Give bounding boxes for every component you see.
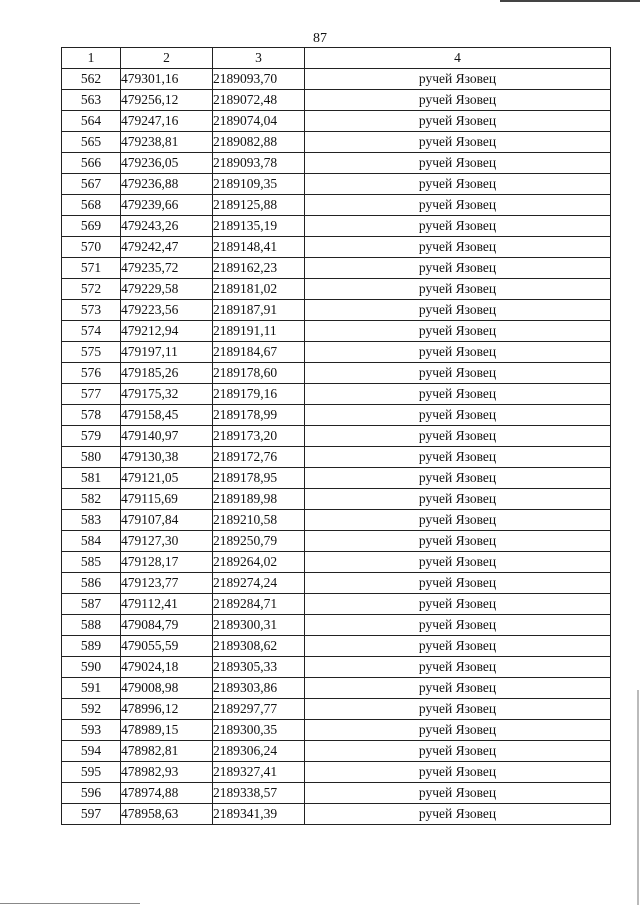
table-row [62, 90, 611, 111]
description-cell: ручей Язовец [305, 636, 611, 657]
y-coordinate-cell: 2189274,24 [213, 573, 305, 594]
table-row [62, 657, 611, 678]
description-cell: ручей Язовец [305, 321, 611, 342]
point-number-cell: 596 [62, 783, 121, 804]
description-cell: ручей Язовец [305, 69, 611, 90]
table-row [62, 510, 611, 531]
description-cell: ручей Язовец [305, 258, 611, 279]
y-coordinate-cell: 2189184,67 [213, 342, 305, 363]
y-coordinate-cell: 2189300,35 [213, 720, 305, 741]
table-row [62, 552, 611, 573]
description-cell: ручей Язовец [305, 363, 611, 384]
y-coordinate-cell: 2189148,41 [213, 237, 305, 258]
point-number-cell: 580 [62, 447, 121, 468]
table-row [62, 720, 611, 741]
x-coordinate-cell: 479301,16 [121, 69, 213, 90]
table-row [62, 636, 611, 657]
table-row [62, 342, 611, 363]
table-row [62, 405, 611, 426]
point-number-cell: 565 [62, 132, 121, 153]
y-coordinate-cell: 2189173,20 [213, 426, 305, 447]
y-coordinate-cell: 2189250,79 [213, 531, 305, 552]
y-coordinate-cell: 2189305,33 [213, 657, 305, 678]
description-cell: ручей Язовец [305, 720, 611, 741]
point-number-cell: 583 [62, 510, 121, 531]
description-cell: ручей Язовец [305, 762, 611, 783]
x-coordinate-cell: 479212,94 [121, 321, 213, 342]
description-cell: ручей Язовец [305, 552, 611, 573]
x-coordinate-cell: 478974,88 [121, 783, 213, 804]
x-coordinate-cell: 479128,17 [121, 552, 213, 573]
point-number-cell: 592 [62, 699, 121, 720]
x-coordinate-cell: 479140,97 [121, 426, 213, 447]
column-header-x: 2 [121, 48, 213, 69]
table-header-row [62, 48, 611, 69]
y-coordinate-cell: 2189264,02 [213, 552, 305, 573]
y-coordinate-cell: 2189327,41 [213, 762, 305, 783]
x-coordinate-cell: 479055,59 [121, 636, 213, 657]
table-row [62, 678, 611, 699]
point-number-cell: 584 [62, 531, 121, 552]
x-coordinate-cell: 478989,15 [121, 720, 213, 741]
description-cell: ручей Язовец [305, 657, 611, 678]
point-number-cell: 591 [62, 678, 121, 699]
point-number-cell: 585 [62, 552, 121, 573]
x-coordinate-cell: 479197,11 [121, 342, 213, 363]
point-number-cell: 575 [62, 342, 121, 363]
x-coordinate-cell: 479242,47 [121, 237, 213, 258]
x-coordinate-cell: 479130,38 [121, 447, 213, 468]
table-row [62, 426, 611, 447]
table-row [62, 468, 611, 489]
x-coordinate-cell: 478982,81 [121, 741, 213, 762]
point-number-cell: 586 [62, 573, 121, 594]
y-coordinate-cell: 2189178,99 [213, 405, 305, 426]
description-cell: ручей Язовец [305, 699, 611, 720]
x-coordinate-cell: 479223,56 [121, 300, 213, 321]
description-cell: ручей Язовец [305, 342, 611, 363]
point-number-cell: 562 [62, 69, 121, 90]
description-cell: ручей Язовец [305, 594, 611, 615]
y-coordinate-cell: 2189284,71 [213, 594, 305, 615]
scan-artifact-right-edge [637, 690, 639, 905]
point-number-cell: 568 [62, 195, 121, 216]
table-row [62, 321, 611, 342]
x-coordinate-cell: 479123,77 [121, 573, 213, 594]
scan-artifact-top-right [500, 0, 640, 2]
description-cell: ручей Язовец [305, 489, 611, 510]
x-coordinate-cell: 478996,12 [121, 699, 213, 720]
x-coordinate-cell: 479084,79 [121, 615, 213, 636]
x-coordinate-cell: 478958,63 [121, 804, 213, 825]
y-coordinate-cell: 2189303,86 [213, 678, 305, 699]
description-cell: ручей Язовец [305, 174, 611, 195]
point-number-cell: 577 [62, 384, 121, 405]
description-cell: ручей Язовец [305, 384, 611, 405]
x-coordinate-cell: 479235,72 [121, 258, 213, 279]
description-cell: ручей Язовец [305, 195, 611, 216]
table-row [62, 384, 611, 405]
table-row [62, 783, 611, 804]
description-cell: ручей Язовец [305, 447, 611, 468]
table-row [62, 111, 611, 132]
x-coordinate-cell: 479229,58 [121, 279, 213, 300]
description-cell: ручей Язовец [305, 111, 611, 132]
point-number-cell: 582 [62, 489, 121, 510]
table-row [62, 195, 611, 216]
y-coordinate-cell: 2189308,62 [213, 636, 305, 657]
point-number-cell: 587 [62, 594, 121, 615]
point-number-cell: 590 [62, 657, 121, 678]
table-row [62, 258, 611, 279]
table-body [62, 69, 611, 825]
table-row [62, 363, 611, 384]
coordinates-table [61, 47, 611, 825]
x-coordinate-cell: 479112,41 [121, 594, 213, 615]
y-coordinate-cell: 2189297,77 [213, 699, 305, 720]
table-row [62, 741, 611, 762]
point-number-cell: 571 [62, 258, 121, 279]
description-cell: ручей Язовец [305, 615, 611, 636]
table-row [62, 69, 611, 90]
table-row [62, 216, 611, 237]
x-coordinate-cell: 478982,93 [121, 762, 213, 783]
x-coordinate-cell: 479107,84 [121, 510, 213, 531]
description-cell: ручей Язовец [305, 90, 611, 111]
table-row [62, 300, 611, 321]
table-row [62, 531, 611, 552]
description-cell: ручей Язовец [305, 678, 611, 699]
x-coordinate-cell: 479243,26 [121, 216, 213, 237]
description-cell: ручей Язовец [305, 573, 611, 594]
x-coordinate-cell: 479236,88 [121, 174, 213, 195]
y-coordinate-cell: 2189125,88 [213, 195, 305, 216]
point-number-cell: 564 [62, 111, 121, 132]
x-coordinate-cell: 479236,05 [121, 153, 213, 174]
point-number-cell: 572 [62, 279, 121, 300]
point-number-cell: 593 [62, 720, 121, 741]
point-number-cell: 594 [62, 741, 121, 762]
point-number-cell: 566 [62, 153, 121, 174]
x-coordinate-cell: 479175,32 [121, 384, 213, 405]
y-coordinate-cell: 2189189,98 [213, 489, 305, 510]
table-row [62, 153, 611, 174]
point-number-cell: 567 [62, 174, 121, 195]
table-row [62, 615, 611, 636]
y-coordinate-cell: 2189338,57 [213, 783, 305, 804]
point-number-cell: 589 [62, 636, 121, 657]
point-number-cell: 574 [62, 321, 121, 342]
y-coordinate-cell: 2189181,02 [213, 279, 305, 300]
y-coordinate-cell: 2189179,16 [213, 384, 305, 405]
description-cell: ручей Язовец [305, 132, 611, 153]
x-coordinate-cell: 479115,69 [121, 489, 213, 510]
y-coordinate-cell: 2189191,11 [213, 321, 305, 342]
table-row [62, 762, 611, 783]
y-coordinate-cell: 2189074,04 [213, 111, 305, 132]
description-cell: ручей Язовец [305, 531, 611, 552]
x-coordinate-cell: 479008,98 [121, 678, 213, 699]
x-coordinate-cell: 479239,66 [121, 195, 213, 216]
point-number-cell: 581 [62, 468, 121, 489]
column-header-y: 3 [213, 48, 305, 69]
description-cell: ручей Язовец [305, 741, 611, 762]
description-cell: ручей Язовец [305, 300, 611, 321]
y-coordinate-cell: 2189162,23 [213, 258, 305, 279]
point-number-cell: 579 [62, 426, 121, 447]
point-number-cell: 588 [62, 615, 121, 636]
y-coordinate-cell: 2189178,95 [213, 468, 305, 489]
page-number: 87 [313, 31, 327, 46]
y-coordinate-cell: 2189178,60 [213, 363, 305, 384]
x-coordinate-cell: 479158,45 [121, 405, 213, 426]
description-cell: ручей Язовец [305, 153, 611, 174]
table-row [62, 174, 611, 195]
y-coordinate-cell: 2189109,35 [213, 174, 305, 195]
table-row [62, 804, 611, 825]
x-coordinate-cell: 479024,18 [121, 657, 213, 678]
y-coordinate-cell: 2189135,19 [213, 216, 305, 237]
point-number-cell: 595 [62, 762, 121, 783]
y-coordinate-cell: 2189072,48 [213, 90, 305, 111]
y-coordinate-cell: 2189300,31 [213, 615, 305, 636]
table-row [62, 489, 611, 510]
description-cell: ручей Язовец [305, 237, 611, 258]
description-cell: ручей Язовец [305, 405, 611, 426]
point-number-cell: 570 [62, 237, 121, 258]
table-row [62, 573, 611, 594]
column-header-point-number: 1 [62, 48, 121, 69]
description-cell: ручей Язовец [305, 216, 611, 237]
description-cell: ручей Язовец [305, 804, 611, 825]
table-row [62, 279, 611, 300]
y-coordinate-cell: 2189341,39 [213, 804, 305, 825]
description-cell: ручей Язовец [305, 783, 611, 804]
y-coordinate-cell: 2189172,76 [213, 447, 305, 468]
description-cell: ручей Язовец [305, 468, 611, 489]
x-coordinate-cell: 479256,12 [121, 90, 213, 111]
y-coordinate-cell: 2189187,91 [213, 300, 305, 321]
x-coordinate-cell: 479247,16 [121, 111, 213, 132]
description-cell: ручей Язовец [305, 279, 611, 300]
x-coordinate-cell: 479185,26 [121, 363, 213, 384]
y-coordinate-cell: 2189093,78 [213, 153, 305, 174]
table-row [62, 594, 611, 615]
y-coordinate-cell: 2189082,88 [213, 132, 305, 153]
y-coordinate-cell: 2189093,70 [213, 69, 305, 90]
table-row [62, 447, 611, 468]
point-number-cell: 578 [62, 405, 121, 426]
point-number-cell: 563 [62, 90, 121, 111]
point-number-cell: 576 [62, 363, 121, 384]
x-coordinate-cell: 479121,05 [121, 468, 213, 489]
y-coordinate-cell: 2189306,24 [213, 741, 305, 762]
column-header-description: 4 [305, 48, 611, 69]
table-row [62, 699, 611, 720]
x-coordinate-cell: 479238,81 [121, 132, 213, 153]
point-number-cell: 569 [62, 216, 121, 237]
description-cell: ручей Язовец [305, 510, 611, 531]
y-coordinate-cell: 2189210,58 [213, 510, 305, 531]
x-coordinate-cell: 479127,30 [121, 531, 213, 552]
table-row [62, 237, 611, 258]
point-number-cell: 597 [62, 804, 121, 825]
description-cell: ручей Язовец [305, 426, 611, 447]
scan-artifact-bottom-left [0, 903, 140, 904]
point-number-cell: 573 [62, 300, 121, 321]
table-row [62, 132, 611, 153]
